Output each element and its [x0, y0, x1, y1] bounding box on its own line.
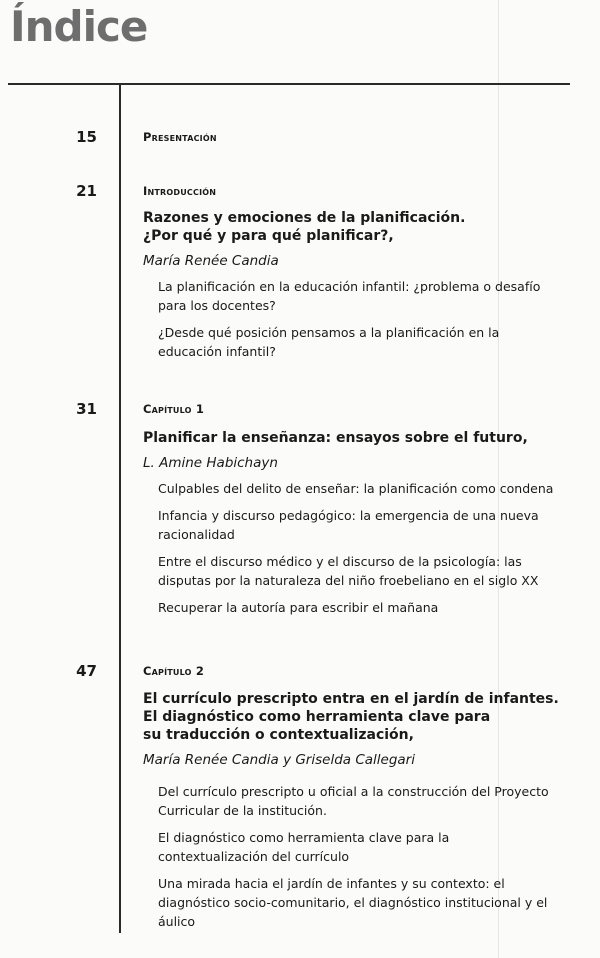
page-number: 15 — [76, 128, 97, 146]
heading-line: Planificar la enseñanza: ensayos sobre el futuro, — [143, 430, 528, 446]
vertical-rule — [119, 84, 121, 933]
toc-entry-capitulo-1 — [143, 402, 563, 617]
heading-line: Razones y emociones de la planificación. — [143, 210, 466, 226]
heading-line: su traducción o contextualización, — [143, 727, 414, 743]
subsection-item: ¿Desde qué posición pensamos a la planificación en la educación infantil? — [158, 325, 500, 359]
toc-entry-presentacion — [143, 130, 217, 144]
subsection-item: El diagnóstico como herramienta clave para la contextualización del currículo — [158, 830, 450, 864]
subsection-item: Recuperar la autoría para escribir el mañana — [158, 600, 439, 615]
subsection-item: Una mirada hacia el jardín de infantes y su contexto: el diagnóstico socio-comunitario, el diagnóstico institucional y el áulico — [158, 876, 548, 929]
section-label: Introducción — [143, 184, 217, 198]
section-author: María Renée Candia y Griselda Callegari — [143, 752, 415, 768]
section-author: María Renée Candia — [143, 253, 279, 269]
section-label: Capítulo 2 — [143, 664, 205, 678]
heading-line: El diagnóstico como herramienta clave para — [143, 709, 491, 725]
subsection-item: Del currículo prescripto u oficial a la construcción del Proyecto Curricular de la institución. — [158, 784, 549, 818]
subsection-item: La planificación en la educación infantil: ¿problema o desafío para los docentes? — [158, 279, 541, 313]
subsection-item: Culpables del delito de enseñar: la planificación como condena — [158, 481, 554, 496]
section-heading — [143, 690, 563, 744]
heading-line: ¿Por qué y para qué planificar?, — [143, 228, 394, 244]
section-label: Capítulo 1 — [143, 402, 205, 416]
toc-entry-introduccion — [143, 184, 563, 361]
heading-line: El currículo prescripto entra en el jardín de infantes. — [143, 691, 559, 707]
page-number: 31 — [76, 400, 97, 418]
section-heading — [143, 209, 563, 245]
subsection-item: Entre el discurso médico y el discurso de la psicología: las disputas por la naturaleza del niño froebeliano en el siglo XX — [158, 554, 539, 588]
horizontal-rule — [8, 83, 570, 85]
toc-entry-capitulo-2 — [143, 664, 563, 931]
section-label: Presentación — [143, 130, 217, 144]
page-number: 47 — [76, 662, 97, 680]
section-author: L. Amine Habichayn — [143, 455, 278, 471]
section-heading — [143, 429, 563, 447]
subsection-item: Infancia y discurso pedagógico: la emergencia de una nueva racionalidad — [158, 508, 539, 542]
page-number: 21 — [76, 182, 97, 200]
page-title: Índice — [10, 2, 148, 51]
